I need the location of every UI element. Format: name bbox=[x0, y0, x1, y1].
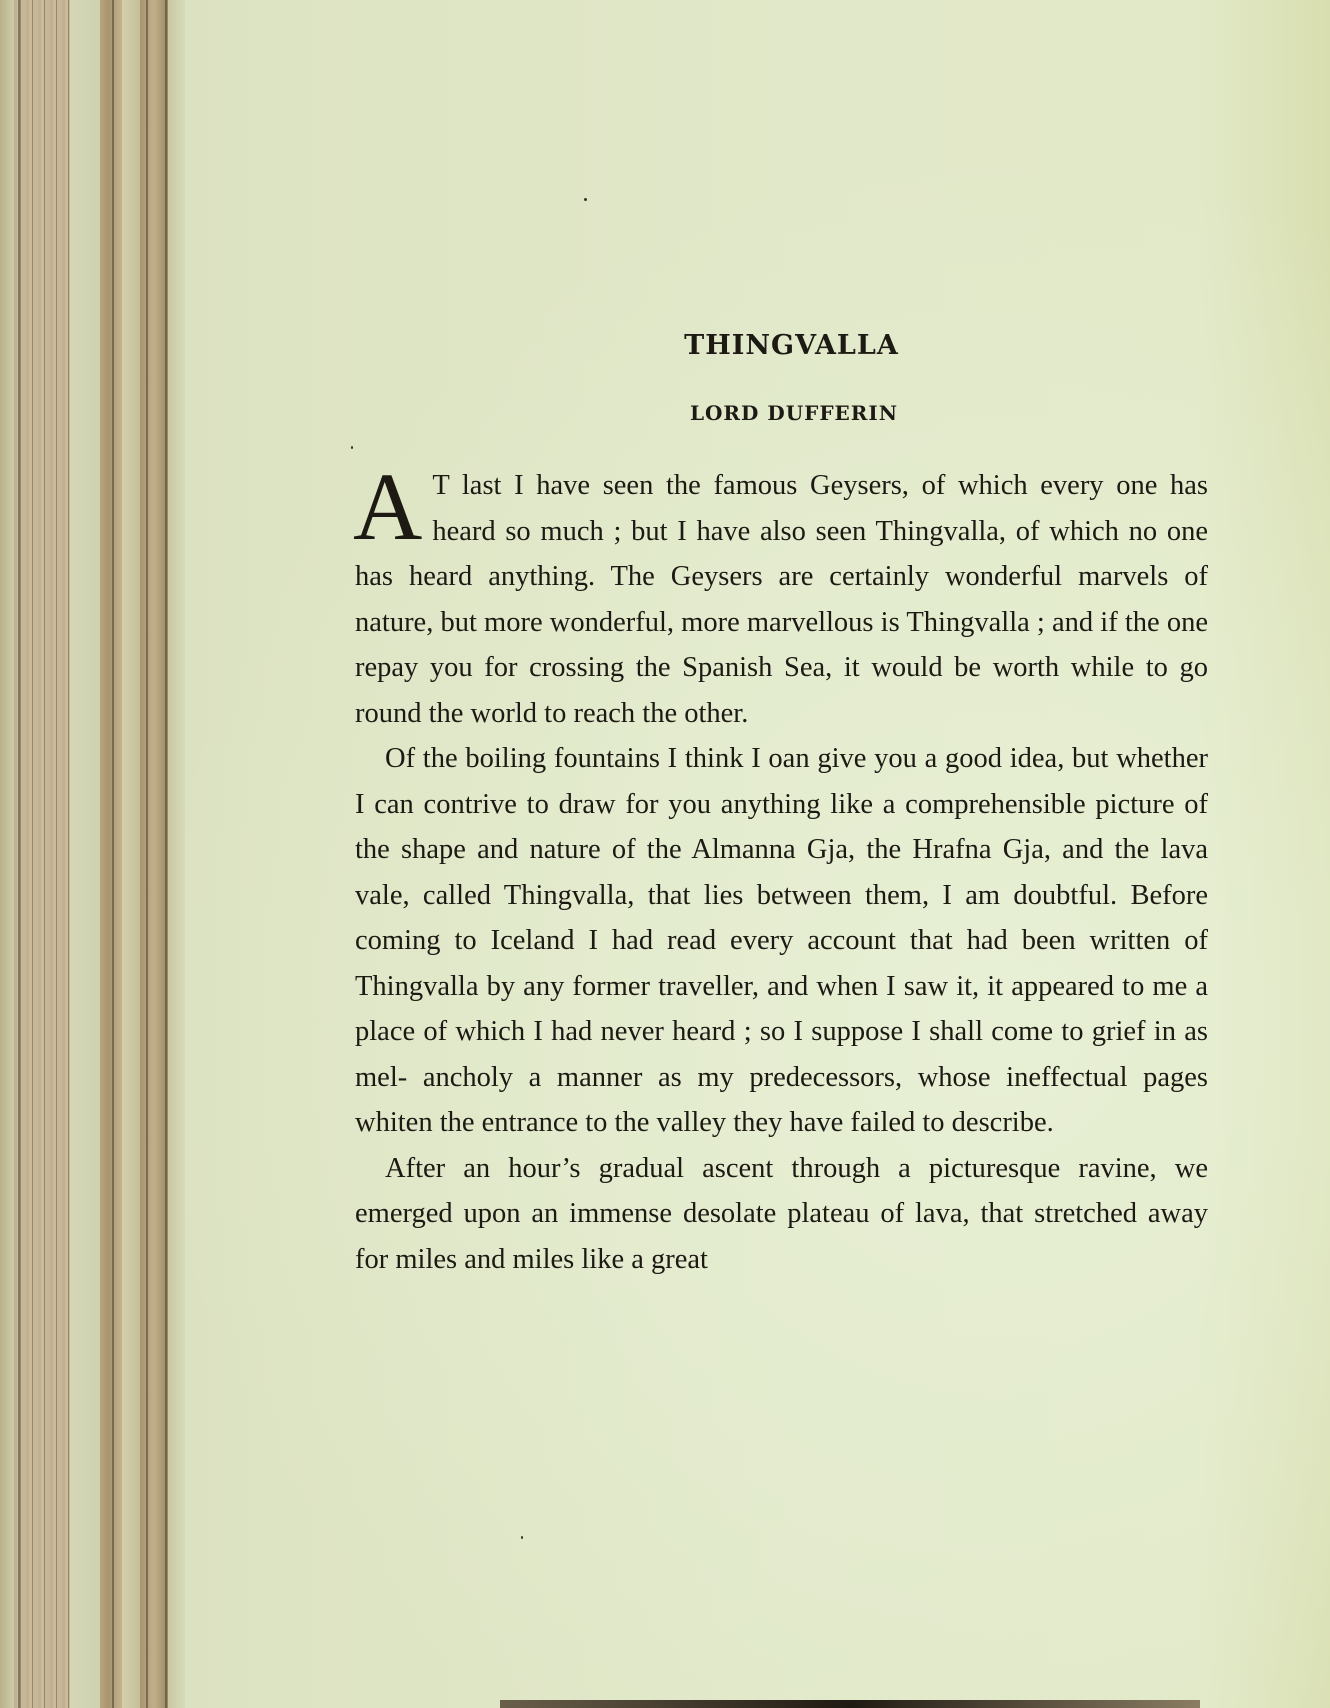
paragraph bbox=[353, 453, 1208, 736]
edge-line bbox=[165, 0, 167, 1708]
page-bottom-shadow bbox=[500, 1700, 1200, 1708]
paper-speck bbox=[351, 446, 353, 449]
page-edge bbox=[140, 0, 168, 1708]
author-name: LORD DUFFERIN bbox=[689, 401, 899, 425]
page-edge bbox=[14, 0, 70, 1708]
paragraph: After an hour’s gradual ascent through a picturesque ravine, we emerged upon an immense desolate plateau of lava, that stretched away for miles and miles like a great bbox=[355, 1152, 1208, 1275]
paragraph-text: T last I have seen the famous Geysers, of which every one has heard so much ; but I have also seen Thingvalla, of which no one has heard anything. The Geysers are certainly wonderful marvels of nature, but more wonderful, more marvellous is Thingvalla ; and if the one repay you for crossing the Spanish Sea, it would be worth while to go round the world to reach the other. bbox=[355, 470, 1208, 729]
drop-cap: A bbox=[353, 453, 423, 560]
page-content bbox=[355, 330, 1208, 1282]
page-edge bbox=[0, 0, 14, 1708]
paragraph: Of the boiling fountains I think I oan give you a good idea, but whether I can contrive to draw for you anything like a comprehensible picture of the shape and nature of the Almanna Gja, the Hrafna Gja, and the lava vale, called Thingvalla, that lies between them, I am doubtful. Before coming to Iceland I had read every account that had been written of Thingvalla by any former traveller, and when I saw it, it appeared to me a place of which I had never heard ; so I suppose I shall come to grief in as mel- ancholy a manner as my predecessors, whose ineffectual pages whiten the entrance to the valley they have failed to describe. bbox=[355, 743, 1208, 1138]
edge-line bbox=[112, 0, 114, 1708]
body-text bbox=[353, 453, 1208, 1282]
edge-line bbox=[146, 0, 148, 1708]
page-edge bbox=[70, 0, 100, 1708]
page-edge bbox=[122, 0, 140, 1708]
chapter-title: THINGVALLA bbox=[684, 330, 899, 361]
paper-speck bbox=[521, 1536, 523, 1539]
page-edges bbox=[0, 0, 185, 1708]
edge-line bbox=[18, 0, 20, 1708]
paper-speck bbox=[584, 198, 587, 201]
page-edge bbox=[168, 0, 185, 1708]
page-edge bbox=[100, 0, 122, 1708]
